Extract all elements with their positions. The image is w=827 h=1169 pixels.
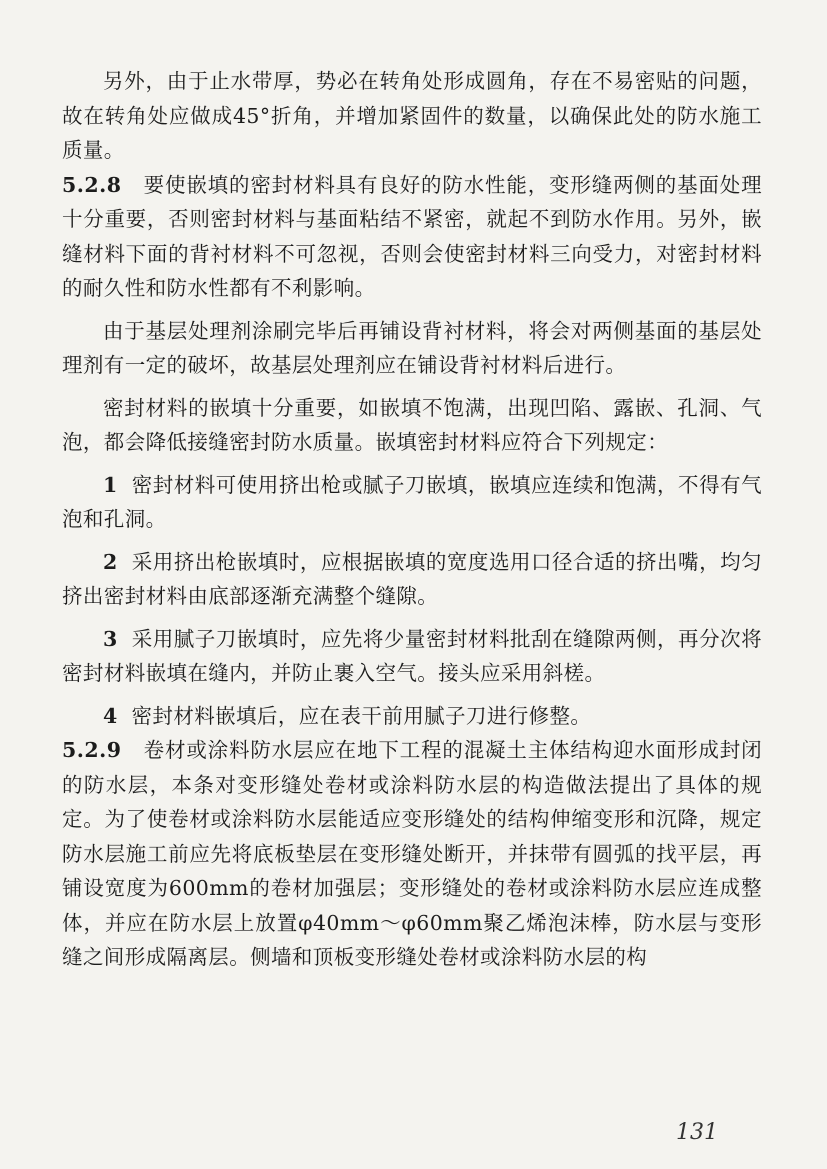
item-number: 4 xyxy=(103,703,118,728)
list-item-1 xyxy=(62,468,762,537)
paragraph-text: 要使嵌填的密封材料具有良好的防水性能，变形缝两侧的基面处理十分重要，否则密封材料与基面粘结不紧密，就起不到防水作用。另外，嵌缝材料下面的背衬材料不可忽视，否则会使密封材料三向受力，对密封材料的耐久性和防水性都有不利影响。 xyxy=(62,172,762,300)
paragraph-4 xyxy=(62,391,762,460)
paragraph-3 xyxy=(62,314,762,383)
section-number: 5.2.9 xyxy=(62,738,122,762)
item-number: 1 xyxy=(103,472,118,497)
paragraph-text: 卷材或涂料防水层应在地下工程的混凝土主体结构迎水面形成封闭的防水层，本条对变形缝处卷材或涂料防水层的构造做法提出了具体的规定。为了使卷材或涂料防水层能适应变形缝处的结构伸缩变形和沉降，规定防水层施工前应先将底板垫层在变形缝处断开，并抹带有圆弧的找平层，再铺设宽度为600mm的卷材加强层；变形缝处的卷材或涂料防水层应连成整体，并应在防水层上放置φ40mm～φ60mm聚乙烯泡沫棒，防水层与变形缝之间形成隔离层。侧墙和顶板变形缝处卷材或涂料防水层的构 xyxy=(62,738,762,969)
list-item-4 xyxy=(62,699,762,734)
item-number: 2 xyxy=(103,549,118,574)
paragraph-text: 采用腻子刀嵌填时，应先将少量密封材料批刮在缝隙两侧，再分次将密封材料嵌填在缝内，并防止裹入空气。接头应采用斜槎。 xyxy=(62,626,762,685)
list-item-3 xyxy=(62,622,762,691)
paragraph-text: 密封材料的嵌填十分重要，如嵌填不饱满，出现凹陷、露嵌、孔洞、气泡，都会降低接缝密封防水质量。嵌填密封材料应符合下列规定： xyxy=(62,395,762,454)
list-item-2 xyxy=(62,545,762,614)
paragraph-1 xyxy=(62,64,762,168)
paragraph-text: 采用挤出枪嵌填时，应根据嵌填的宽度选用口径合适的挤出嘴，均匀挤出密封材料由底部逐渐充满整个缝隙。 xyxy=(62,549,762,608)
paragraph-text: 密封材料嵌填后，应在表干前用腻子刀进行修整。 xyxy=(131,703,592,728)
paragraph-text: 另外，由于止水带厚，势必在转角处形成圆角，存在不易密贴的问题，故在转角处应做成45°折角，并增加紧固件的数量，以确保此处的防水施工质量。 xyxy=(62,69,762,162)
paragraph-text: 由于基层处理剂涂刷完毕后再铺设背衬材料，将会对两侧基面的基层处理剂有一定的破坏，故基层处理剂应在铺设背衬材料后进行。 xyxy=(62,318,762,377)
page-number: 131 xyxy=(676,1120,718,1145)
section-5-2-8 xyxy=(62,168,762,306)
paragraph-text: 密封材料可使用挤出枪或腻子刀嵌填，嵌填应连续和饱满，不得有气泡和孔洞。 xyxy=(62,472,762,531)
item-number: 3 xyxy=(103,626,118,651)
document-body xyxy=(62,64,762,975)
section-5-2-9 xyxy=(62,733,762,975)
section-number: 5.2.8 xyxy=(62,172,122,197)
